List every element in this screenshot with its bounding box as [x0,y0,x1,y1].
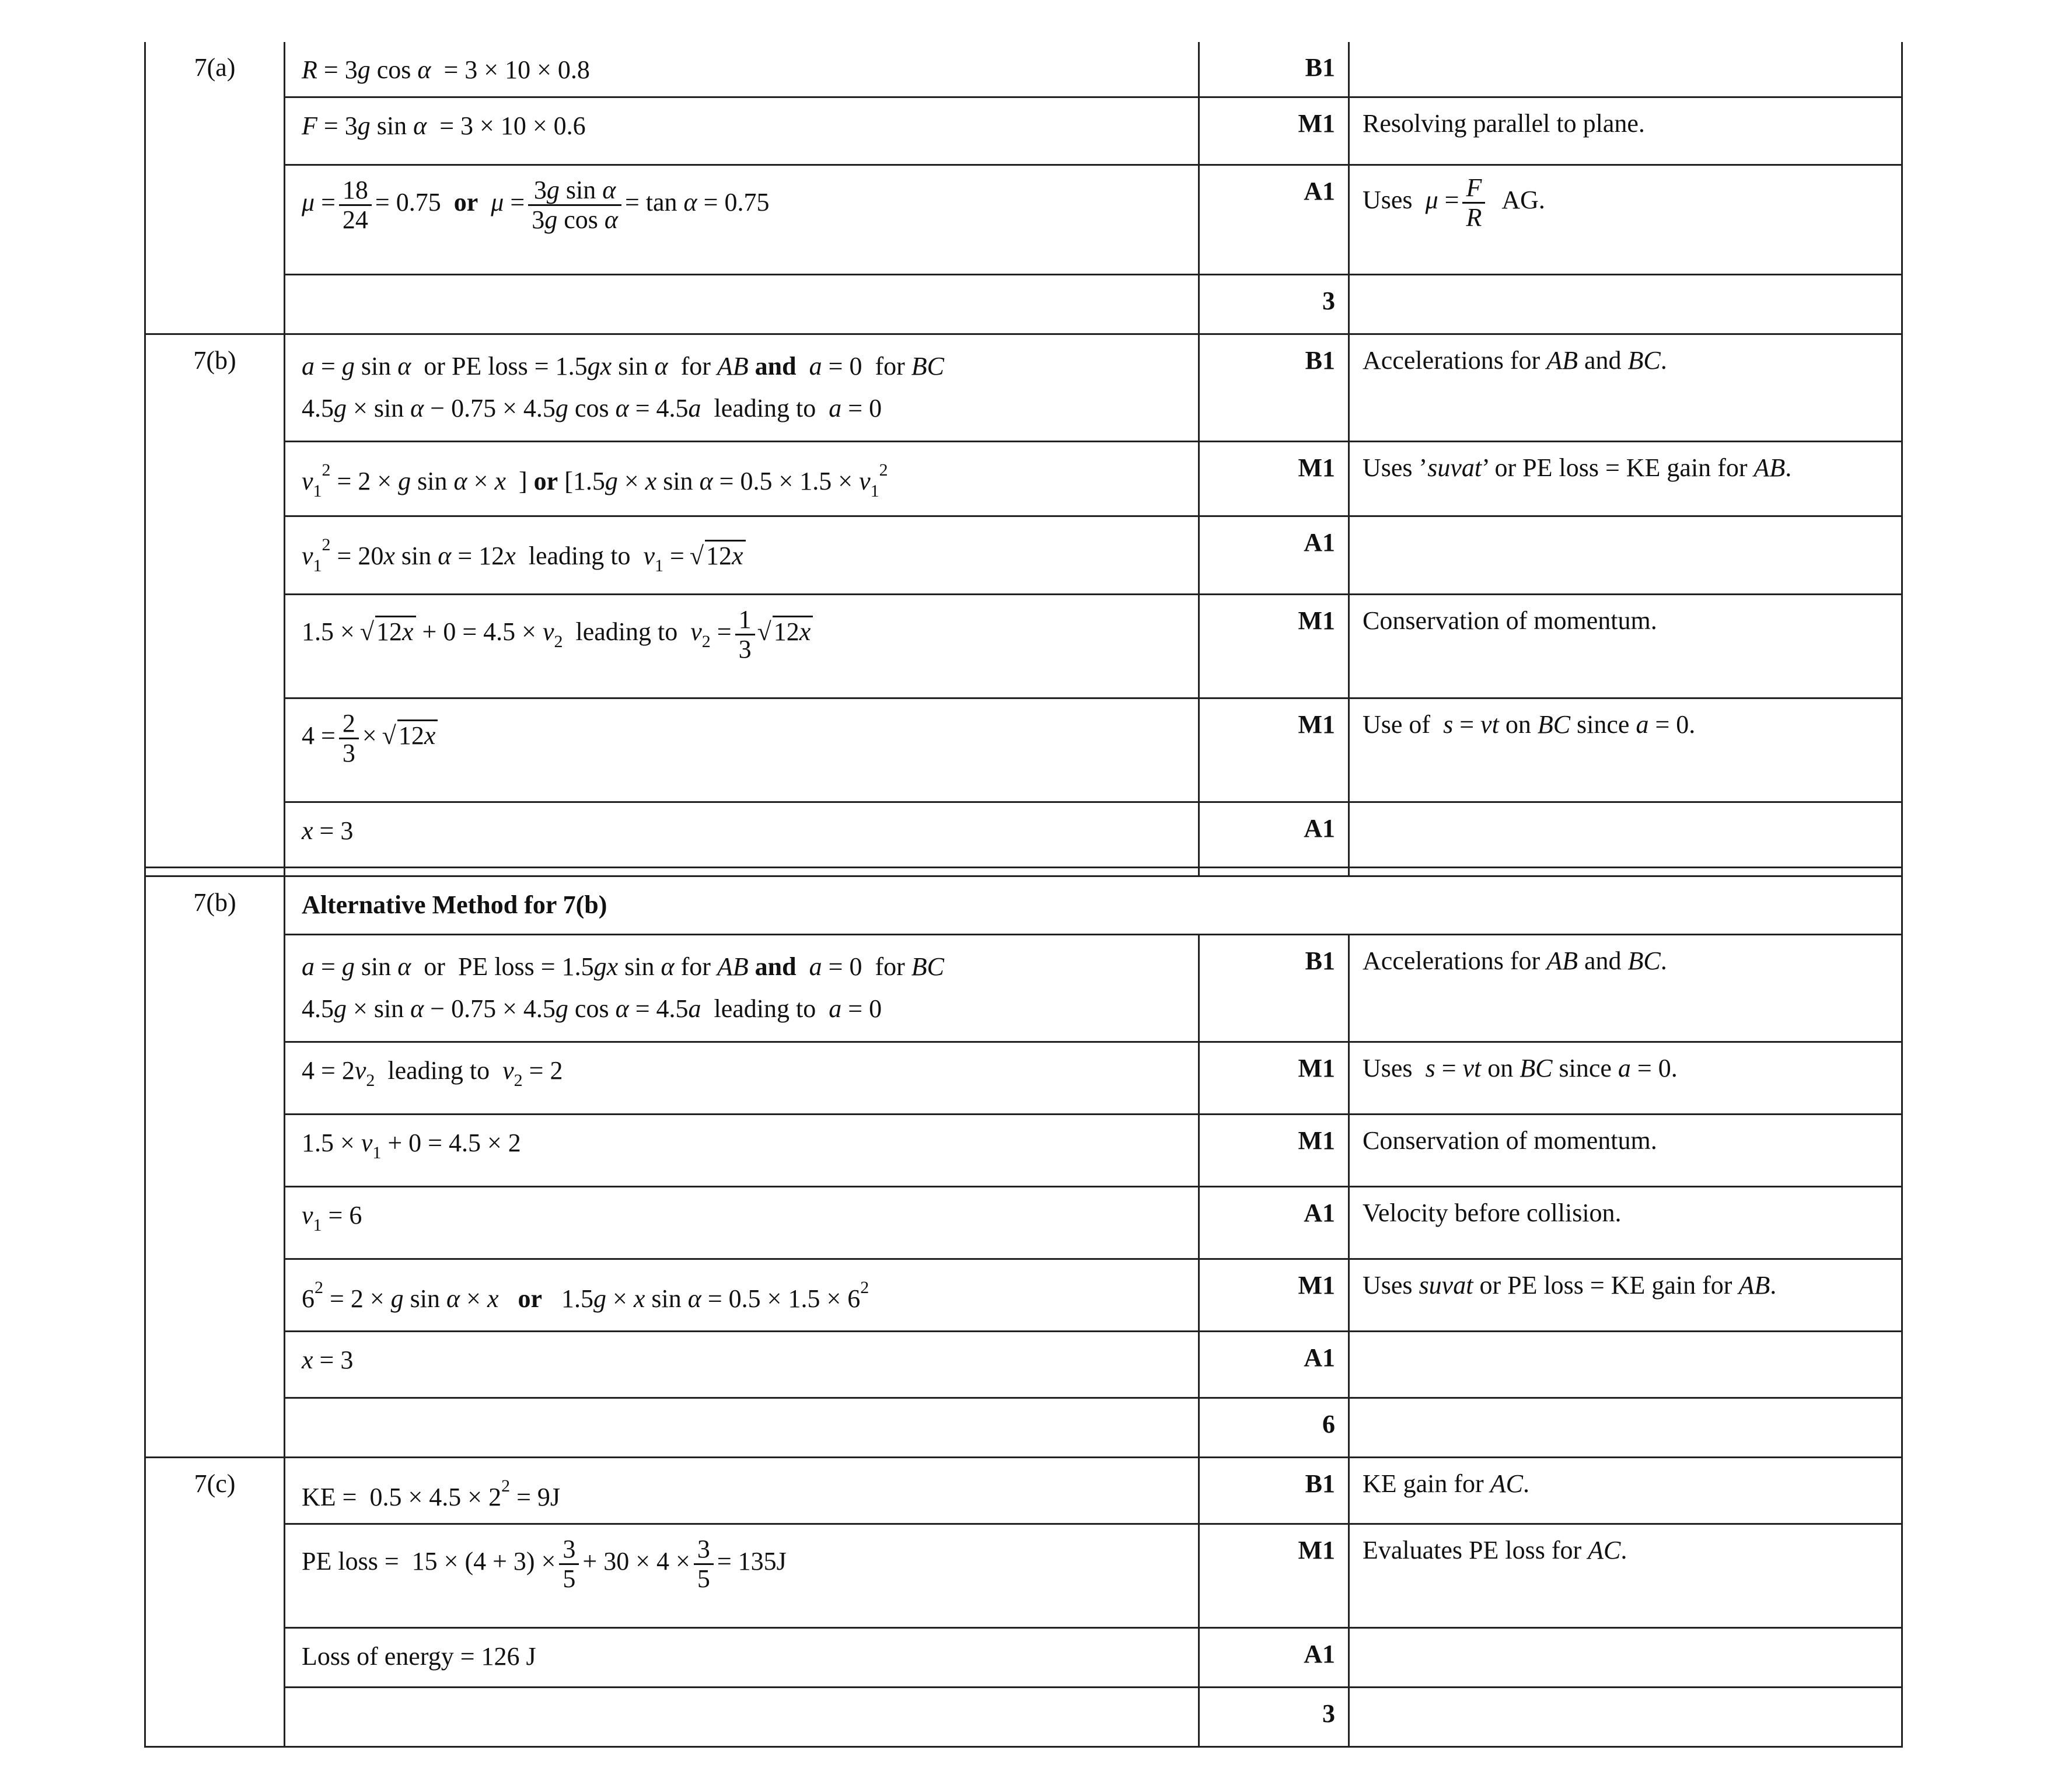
mark-total: 3 [1199,274,1349,334]
table-row [145,802,1902,867]
table-row [145,97,1902,165]
mark-cell: A1 [1199,516,1349,594]
answer-cell: x = 3 [285,802,1199,867]
mark-cell: B1 [1199,334,1349,441]
table-row [145,934,1902,1042]
mark-cell: B1 [1199,1457,1349,1524]
guidance-cell: KE gain for AC. [1349,1457,1902,1524]
mark-cell: B1 [1199,42,1349,97]
guidance-cell: Accelerations for AB and BC. [1349,334,1902,441]
mark-cell: M1 [1199,1042,1349,1114]
table-row [145,274,1902,334]
answer-cell: F = 3g sin α = 3 × 10 × 0.6 [285,97,1199,165]
guidance-cell [1349,1398,1902,1457]
answer-cell: 4 = $\frac{2}{3}$ × √ 12x [285,698,1199,802]
guidance-cell: Resolving parallel to plane. [1349,97,1902,165]
section-divider [145,867,1902,876]
mark-cell: A1 [1199,802,1349,867]
mark-scheme-table [144,42,1903,1748]
answer-cell: KE = $0.5 \times 4.5 \times 2^2 = 9J$ [285,1457,1199,1524]
mark-cell: M1 [1199,1259,1349,1331]
mark-cell: M1 [1199,594,1349,698]
guidance-cell: Conservation of momentum. [1349,594,1902,698]
mark-cell: B1 [1199,934,1349,1042]
answer-cell [285,1687,1199,1746]
answer-cell: PE loss = 15 × (4 + 3) × $\frac{3}{5}$ + 30 × 4 × $\frac{3}{5}$ = 135J [285,1524,1199,1627]
table-row [145,1331,1902,1398]
answer-cell: a = g sin α or PE loss = 1.5gx sin α for AB and a = 0 for BC 4.5g × sin α − 0.75 × 4.5g cos α = 4.5a leading to a = 0 [285,334,1199,441]
table-row [145,876,1902,934]
guidance-cell [1349,1331,1902,1398]
mark-cell: M1 [1199,698,1349,802]
question-number: 7(b) [145,334,285,867]
alternative-method-heading: Alternative Method for 7(b) [285,876,1902,934]
table-row [145,1687,1902,1746]
table-row [145,334,1902,441]
guidance-cell [1349,1627,1902,1687]
answer-cell: μ = $\frac{18}{24}$ = 0.75 or μ = $\frac{\text{3g sin α}}{\text{3g cos α}}$ = tan α = 0.75 [285,165,1199,274]
question-number: 7(c) [145,1457,285,1746]
table-row [145,1627,1902,1687]
guidance-cell: Uses s = vt on BC since a = 0. [1349,1042,1902,1114]
mark-cell: A1 [1199,1627,1349,1687]
mark-cell: A1 [1199,1186,1349,1259]
mark-scheme-sheet [144,42,1903,1748]
guidance-cell: Use of s = vt on BC since a = 0. [1349,698,1902,802]
guidance-cell [1349,1687,1902,1746]
mark-cell: A1 [1199,1331,1349,1398]
answer-cell [285,1398,1199,1457]
table-row [145,1042,1902,1114]
question-number: 7(b) [145,876,285,1457]
table-row [145,1114,1902,1186]
table-row [145,165,1902,274]
mark-cell: A1 [1199,165,1349,274]
answer-cell: $v_1^2 = 2 \times g$ sin α × x ] or [1.5g × x $\sin \alpha = 0.5 \times 1.5 \times v_1^2$ [285,441,1199,516]
guidance-cell: Uses μ = $\frac{F}{R}$ AG. [1349,165,1902,274]
answer-cell: $v_1^2 = 20x$ sin α = 12x leading to $v_1$ = √ 12x [285,516,1199,594]
guidance-cell: Uses ’suvat’ or PE loss = KE gain for AB. [1349,441,1902,516]
guidance-cell [1349,516,1902,594]
answer-cell: x = 3 [285,1331,1199,1398]
guidance-cell: Evaluates PE loss for AC. [1349,1524,1902,1627]
answer-cell [285,274,1199,334]
answer-cell: $6^2 = 2 \times g$ sin α × x or 1.5g × x $\sin \alpha = 0.5 \times 1.5 \times 6^2$ [285,1259,1199,1331]
answer-cell: a = g sin α or PE loss = 1.5gx sin α for AB and a = 0 for BC 4.5g × sin α − 0.75 × 4.5g cos α = 4.5a leading to a = 0 [285,934,1199,1042]
question-number: 7(a) [145,42,285,334]
table-row [145,441,1902,516]
table-row [145,1186,1902,1259]
mark-cell: M1 [1199,1524,1349,1627]
mark-cell: M1 [1199,97,1349,165]
guidance-cell [1349,42,1902,97]
answer-cell: Loss of energy = 126 J [285,1627,1199,1687]
table-row [145,1398,1902,1457]
mark-cell: M1 [1199,1114,1349,1186]
answer-cell: $1.5 \times v_1 + 0 = 4.5 \times 2$ [285,1114,1199,1186]
mark-total: 3 [1199,1687,1349,1746]
answer-cell: $v_1 = 6$ [285,1186,1199,1259]
guidance-cell: Velocity before collision. [1349,1186,1902,1259]
table-row [145,42,1902,97]
answer-cell: R = 3g cos α = 3 × 10 × 0.8 [285,42,1199,97]
answer-cell: $4 = 2v_2$ leading to $v_2 = 2$ [285,1042,1199,1114]
table-row [145,1524,1902,1627]
guidance-cell [1349,274,1902,334]
guidance-cell [1349,802,1902,867]
mark-cell: M1 [1199,441,1349,516]
table-row [145,1259,1902,1331]
guidance-cell: Conservation of momentum. [1349,1114,1902,1186]
guidance-cell: Accelerations for AB and BC. [1349,934,1902,1042]
table-row [145,516,1902,594]
table-row [145,698,1902,802]
guidance-cell: Uses suvat or PE loss = KE gain for AB. [1349,1259,1902,1331]
table-row [145,594,1902,698]
answer-cell: 1.5 × √ $12x + 0 = 4.5 \times v_2$ leading to $v_2$ = $\frac{1}{3}$ √ 12x [285,594,1199,698]
mark-total: 6 [1199,1398,1349,1457]
table-row [145,1457,1902,1524]
